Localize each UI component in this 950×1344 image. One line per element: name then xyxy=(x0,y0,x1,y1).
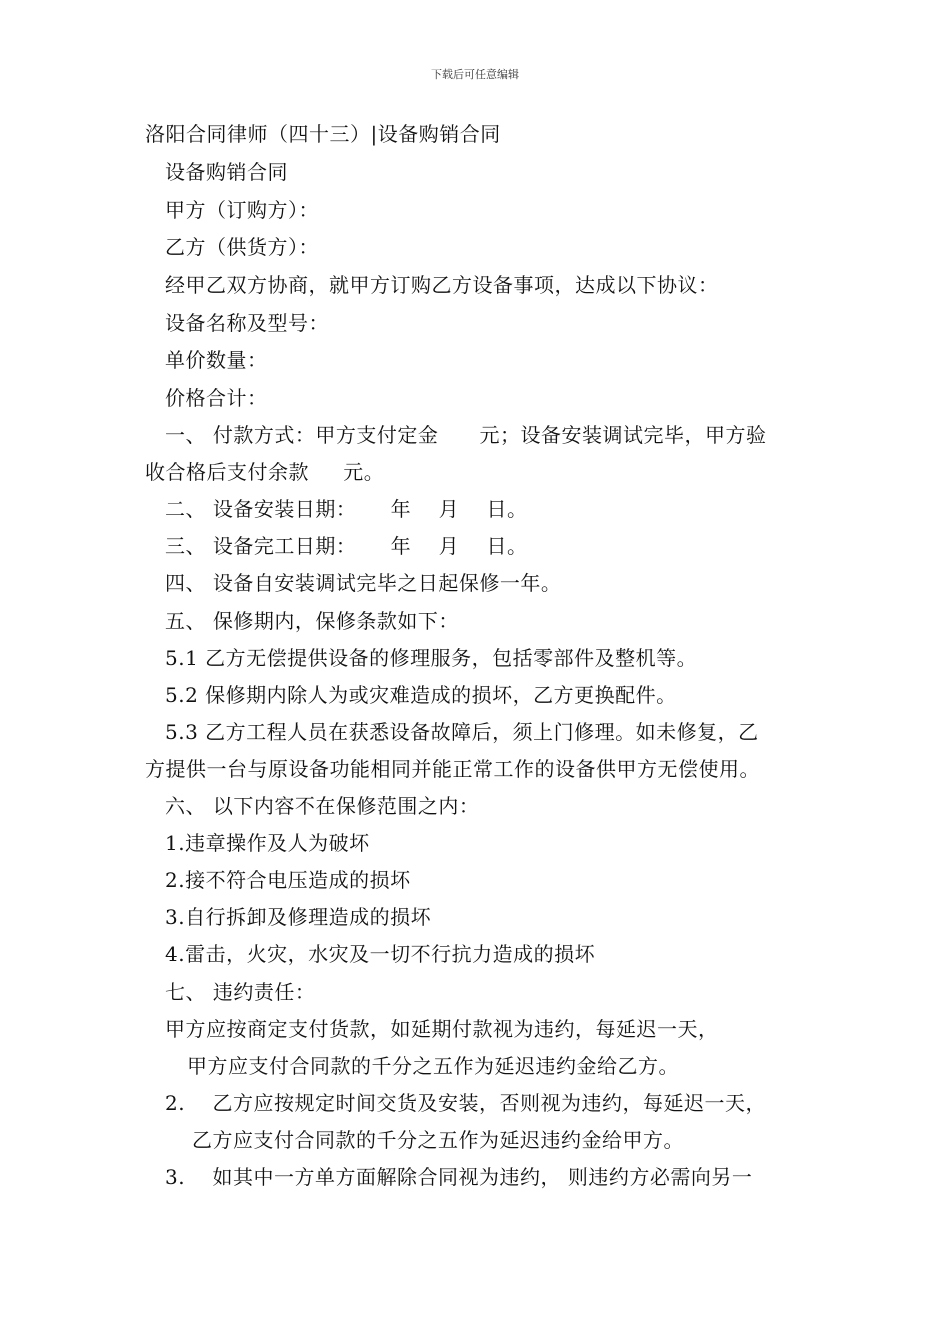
clause-6-item-3: 3.自行拆卸及修理造成的损坏 xyxy=(165,905,432,929)
clause-6-item-4: 4.雷击，火灾，水灾及一切不行抗力造成的损坏 xyxy=(165,942,596,966)
clause-1-line-2: 收合格后支付余款 元。 xyxy=(145,460,385,484)
document-subtitle: 设备购销合同 xyxy=(165,160,288,184)
clause-7-3-line-1: 3. 如其中一方单方面解除合同视为违约， 则违约方必需向另一 xyxy=(165,1165,753,1189)
clause-4: 四、 设备自安装调试完毕之日起保修一年。 xyxy=(165,571,562,595)
clause-7-2-line-1: 2. 乙方应按规定时间交货及安装，否则视为违约，每延迟一天， xyxy=(165,1091,767,1115)
equipment-name-line: 设备名称及型号： xyxy=(165,311,329,335)
document-title: 洛阳合同律师（四十三）|设备购销合同 xyxy=(145,122,501,146)
party-b-line: 乙方（供货方）： xyxy=(165,235,319,259)
clause-5: 五、 保修期内，保修条款如下： xyxy=(165,609,459,633)
clause-5-3-line-1: 5.3 乙方工程人员在获悉设备故障后，须上门修理。如未修复，乙 xyxy=(165,720,759,744)
clause-6: 六、 以下内容不在保修范围之内： xyxy=(165,794,480,818)
clause-3: 三、 设备完工日期： 年 月 日。 xyxy=(165,534,528,558)
party-a-line: 甲方（订购方）： xyxy=(165,198,319,222)
clause-7: 七、 违约责任： xyxy=(165,980,316,1004)
clause-5-2: 5.2 保修期内除人为或灾难造成的损坏，乙方更换配件。 xyxy=(165,683,677,707)
clause-2: 二、 设备安装日期： 年 月 日。 xyxy=(165,497,528,521)
clause-5-3-line-2: 方提供一台与原设备功能相同并能正常工作的设备供甲方无偿使用。 xyxy=(145,757,760,781)
page-header-note: 下载后可任意编辑 xyxy=(431,68,519,81)
clause-7-2-line-2: 乙方应支付合同款的千分之五作为延迟违约金给甲方。 xyxy=(192,1128,684,1152)
clause-7-1-line-1: 甲方应按商定支付货款，如延期付款视为违约，每延迟一天， xyxy=(165,1017,719,1041)
clause-7-1-line-2: 甲方应支付合同款的千分之五作为延迟违约金给乙方。 xyxy=(187,1054,679,1078)
unit-price-line: 单价数量： xyxy=(165,348,268,372)
intro-paragraph: 经甲乙双方协商，就甲方订购乙方设备事项，达成以下协议： xyxy=(165,273,719,297)
clause-6-item-1: 1.违章操作及人为破坏 xyxy=(165,831,370,855)
price-total-line: 价格合计： xyxy=(165,386,268,410)
clause-5-1: 5.1 乙方无偿提供设备的修理服务，包括零部件及整机等。 xyxy=(165,646,698,670)
clause-1-line-1: 一、 付款方式：甲方支付定金 元；设备安装调试完毕，甲方验 xyxy=(165,423,767,447)
clause-6-item-2: 2.接不符合电压造成的损坏 xyxy=(165,868,411,892)
